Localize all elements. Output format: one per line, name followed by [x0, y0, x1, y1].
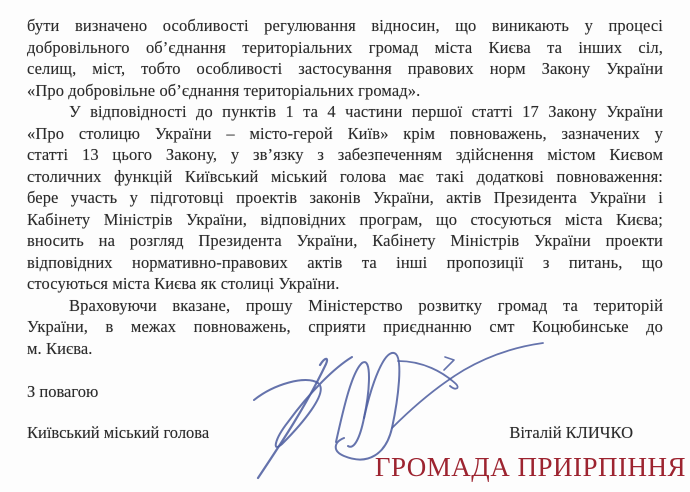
- signoff-name: Віталій КЛИЧКО: [509, 422, 633, 442]
- text-line: вносить на розгляд Президента України, Кабінету Міністрів України проекти: [27, 231, 663, 250]
- watermark-text: ГРОМАДА ПРИІРПІННЯ: [374, 452, 686, 482]
- signoff-title: Київський міський голова: [27, 422, 210, 442]
- text-line: столичних функцій Київський міський голова має такі додаткові повноваження:: [27, 166, 663, 186]
- text-line: селищ, міст, тобто особливості застосування правових норм Закону України: [27, 59, 663, 78]
- text-line: стосуються міста Києва як столиці України.: [27, 274, 340, 293]
- text-line: Кабінету Міністрів України, відповідних програм, що стосуються міста Києва;: [27, 209, 663, 229]
- text-line: бути визначено особливості регулювання відносин, що виникають у процесі: [27, 16, 663, 35]
- text-line: У відповідності до пунктів 1 та 4 частини першої статті 17 Закону України: [69, 102, 663, 121]
- text-line: добровільного об’єднання територіальних громад міста Києва та інших сіл,: [27, 37, 663, 57]
- paragraph: [27, 295, 663, 360]
- text-line: України, в межах повноважень, сприяти приєднанню смт Коцюбинське до: [27, 317, 663, 336]
- text-line: «Про добровільне об’єднання територіальних громад».: [27, 80, 421, 100]
- paragraph: [27, 15, 663, 101]
- text-line: Враховуючи вказане, прошу Міністерство розвитку громад та територій: [69, 295, 663, 315]
- text-line: «Про столицю України – місто-герой Київ» крім повноважень, зазначених у: [27, 123, 663, 143]
- text-line: статті 13 цього Закону, у зв’язку з забезпеченням здійснення містом Києвом: [27, 145, 663, 164]
- signoff-row: [27, 422, 663, 444]
- text-line: бере участь у підготовці проектів законів України, актів Президента України і: [27, 188, 663, 207]
- text-line: відповідних нормативно-правових актів та інші пропозиції з питань, що: [27, 252, 663, 272]
- closing-salutation: З повагою: [27, 382, 99, 401]
- text-line: м. Києва.: [27, 338, 93, 358]
- paragraph: [27, 101, 663, 295]
